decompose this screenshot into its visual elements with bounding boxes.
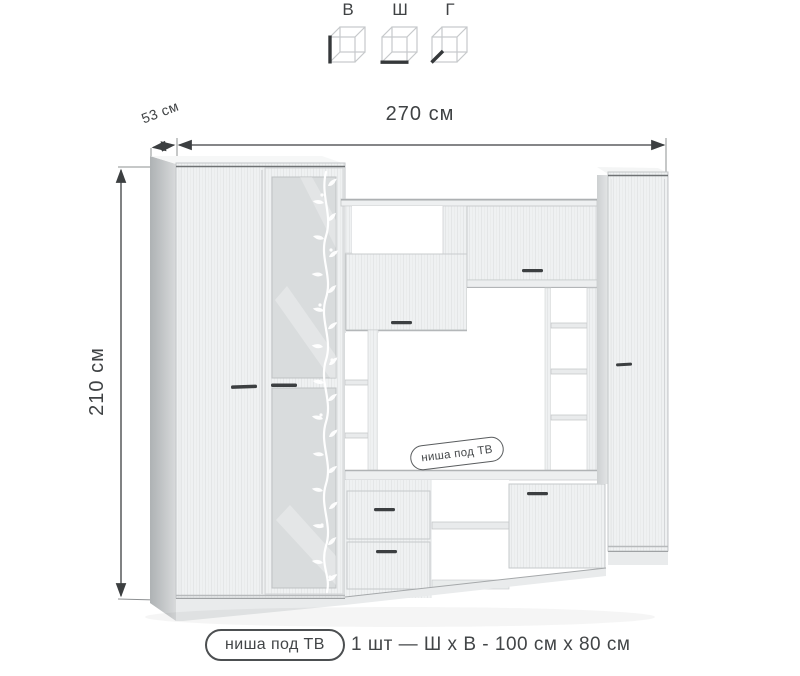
width-cube-icon: [381, 27, 418, 62]
base-cabinet-door: [509, 484, 605, 568]
legend-niche-badge-text: ниша под ТВ: [225, 636, 325, 653]
right-shelf-column: [545, 288, 597, 470]
wall-cabinet-left: [346, 254, 467, 331]
left-shelf-column: [345, 330, 378, 470]
legend-niche-spec: 1 шт — Ш х В - 100 см х 80 см: [351, 634, 631, 655]
wall-cabinet-right-handle: [522, 269, 543, 272]
left-wardrobe-side-panel: [150, 156, 176, 621]
legend-niche-badge: [205, 629, 345, 661]
right-wardrobe-front: [608, 172, 668, 551]
right-wardrobe-plinth: [608, 551, 668, 565]
dimension-depth-line: [153, 145, 174, 148]
base-drawer-2-handle: [376, 550, 397, 553]
tv-unit: [341, 199, 608, 605]
dimension-width-label: 270 см: [385, 103, 455, 125]
open-niche-top-left: [352, 206, 443, 253]
dimension-depth-label: 53 см: [139, 97, 181, 127]
height-cube-icon: [330, 27, 365, 64]
height-cube-label: В: [342, 0, 354, 19]
base-top-board: [345, 470, 608, 480]
dimension-height-label: 210 см: [86, 347, 108, 416]
width-cube-label: Ш: [392, 0, 408, 19]
right-wardrobe: [597, 167, 668, 565]
shelf-under-cabinet: [467, 280, 597, 288]
depth-cube-label: Г: [445, 0, 455, 19]
wall-cabinet-right: [467, 206, 597, 288]
mirror-door: [265, 168, 343, 594]
base-drawer-1-handle: [374, 508, 395, 511]
base-open-shelf: [432, 480, 509, 592]
wall-cabinet-left-handle: [391, 321, 412, 324]
right-wardrobe-side-strip: [597, 175, 608, 484]
tv-niche-label-text: ниша под ТВ: [420, 443, 494, 464]
size-icons: [330, 27, 467, 64]
left-wardrobe: [150, 156, 345, 621]
base-drawer-1: [347, 491, 430, 539]
floor-shadow: [145, 607, 655, 627]
base-drawer-2: [347, 542, 430, 589]
mirror-door-handle: [271, 384, 297, 388]
base-cabinet-handle: [527, 492, 548, 495]
tv-stand-base: [345, 470, 608, 605]
depth-cube-icon: [432, 27, 468, 63]
